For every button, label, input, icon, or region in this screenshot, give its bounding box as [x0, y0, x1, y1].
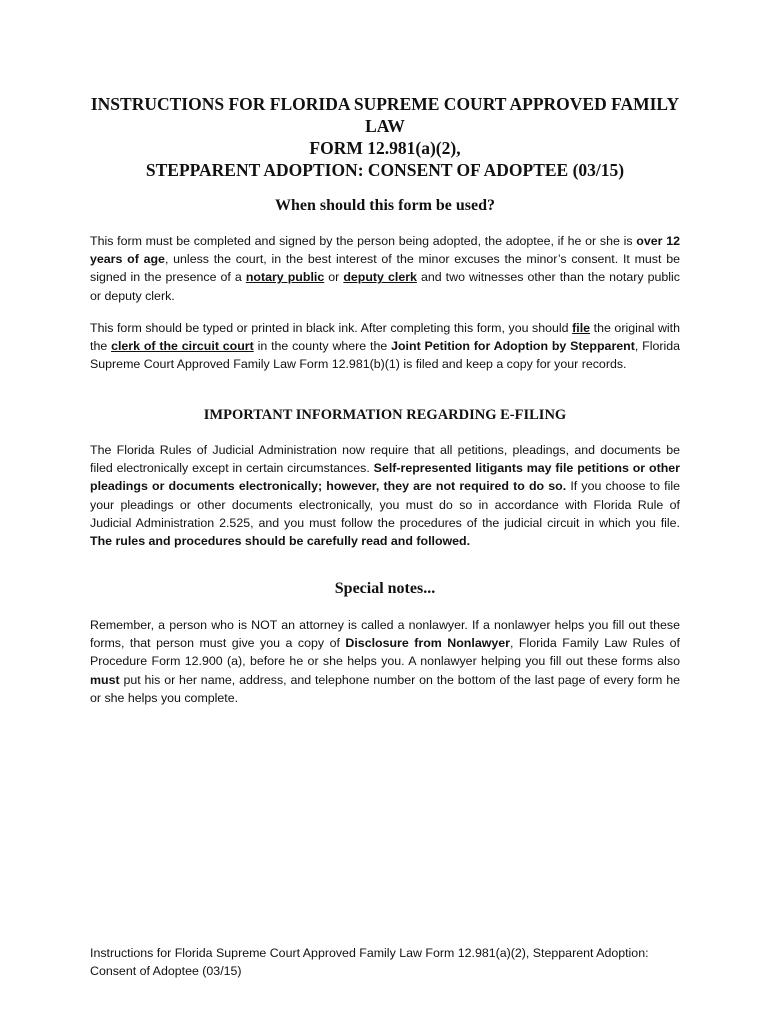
text-run: , Florida Family Law Rules of Procedure Form 12.900 (a), before he or she helps you. A nonlawyer helping you fill out these forms also: [90, 636, 680, 669]
paragraph-efiling: [90, 441, 680, 550]
paragraph-filing: [90, 319, 680, 374]
link-file[interactable]: file: [572, 321, 591, 335]
heading-special-notes: Special notes...: [334, 580, 436, 597]
text-run: the original with the: [90, 321, 680, 354]
heading-efiling: IMPORTANT INFORMATION REGARDING E-FILING: [203, 407, 567, 423]
text-run: The Florida Rules of Judicial Administration now require that all petitions, pleadings, and documents be filed electronically except in certain circumstances.: [90, 443, 680, 476]
link-deputy-clerk[interactable]: deputy clerk: [343, 270, 417, 285]
text-run: or: [324, 270, 344, 285]
link-clerk-circuit-court[interactable]: clerk of the circuit court: [111, 339, 254, 354]
heading-when-used: When should this form be used?: [274, 197, 496, 214]
text-run: Remember, a person who is NOT an attorney is called a nonlawyer. If a nonlawyer helps you fill out these forms, that person must give you a copy of: [90, 618, 680, 651]
text-run: If you choose to file your pleadings or other documents electronically, you must do so in accordance with Florida Rule of Judicial Administration 2.525, and you must follow the procedures of the judicial circuit in which you file.: [90, 479, 680, 530]
bold-self-represented: Self-represented litigants may file petitions or other pleadings or documents electronically; however, they are not required to do so.: [90, 461, 680, 494]
footer-line-2: Consent of Adoptee (03/15): [90, 964, 242, 978]
text-run: and two witnesses other than the notary public or deputy clerk.: [90, 270, 680, 303]
bold-must: must: [90, 672, 120, 687]
title-line-2: FORM 12.981(a)(2),: [309, 138, 461, 158]
text-run: This form must be completed and signed by the person being adopted, the adoptee, if he or she is: [90, 234, 637, 248]
text-run: , unless the court, in the best interest of the minor excuses the minor’s consent. It must be signed in the presence of a: [90, 252, 680, 285]
document-title: [70, 93, 700, 181]
title-line-1: INSTRUCTIONS FOR FLORIDA SUPREME COURT APPROVED FAMILY LAW: [90, 94, 680, 136]
text-run: , Florida Supreme Court Approved Family Law Form 12.981(b)(1) is filed and keep a copy for your records.: [90, 339, 681, 372]
text-run: This form should be typed or printed in black ink. After completing this form, you should: [90, 321, 573, 335]
bold-over-12: over 12 years of age: [90, 234, 680, 267]
bold-joint-petition: Joint Petition for Adoption by Stepparent: [391, 339, 635, 354]
text-run: in the county where the: [253, 339, 392, 354]
footer-line-1: Instructions for Florida Supreme Court Approved Family Law Form 12.981(a)(2), Stepparent Adoption:: [90, 946, 649, 960]
page-footer: [90, 944, 690, 980]
paragraph-who-signs: [90, 232, 680, 305]
bold-disclosure-nonlawyer: Disclosure from Nonlawyer: [345, 636, 510, 651]
bold-rules-procedures: The rules and procedures should be carefully read and followed.: [90, 534, 471, 549]
title-line-3: STEPPARENT ADOPTION: CONSENT OF ADOPTEE (03/15): [145, 160, 625, 180]
link-notary-public[interactable]: notary public: [245, 270, 325, 285]
text-run: put his or her name, address, and telephone number on the bottom of the last page of every form he or she helps you complete.: [90, 672, 680, 705]
paragraph-nonlawyer: [90, 616, 680, 707]
